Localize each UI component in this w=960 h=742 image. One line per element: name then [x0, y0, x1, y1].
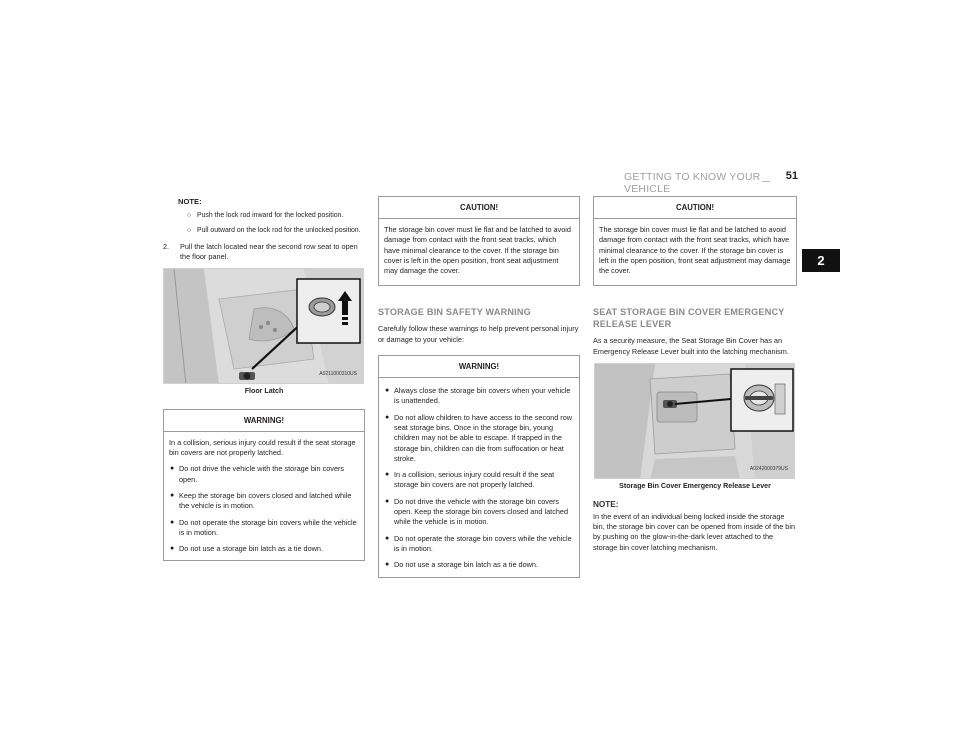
warning-bullet [384, 560, 574, 570]
note-label: NOTE: [593, 500, 619, 510]
figure-reference: A0211000310US [319, 371, 357, 378]
header-section-title: GETTING TO KNOW YOUR VEHICLE [620, 171, 762, 195]
bullet-icon: ● [170, 491, 175, 499]
caution-title: CAUTION! [379, 197, 579, 219]
figure-reference: A0242000379US [749, 465, 788, 472]
ring-bullet-icon: ○ [187, 212, 192, 220]
section-title: STORAGE BIN SAFETY WARNING [378, 307, 531, 318]
subnote-item [187, 226, 365, 236]
warning-bullet [169, 544, 359, 554]
running-header [620, 170, 800, 195]
bullet-icon: ● [385, 534, 390, 542]
figure-caption: Storage Bin Cover Emergency Release Lever [619, 482, 771, 491]
bullet-text: Do not use a storage bin latch as a tie down. [179, 544, 323, 554]
caution-text: The storage bin cover must lie flat and be latched to avoid damage from contact with the front seat tracks, which have minimal clearance to the cover. If the storage bin cover is left in the open position, front seat adjustment may damage the cover. [599, 225, 791, 276]
warning-bullet [384, 470, 574, 491]
subnote-text: Pull outward on the lock rod for the unlocked position. [197, 226, 361, 234]
bullet-icon: ● [385, 497, 390, 505]
floor-latch-figure [163, 268, 364, 384]
step-number: 2. [163, 241, 170, 251]
chapter-tab: 2 [802, 249, 840, 272]
bullet-icon: ● [170, 465, 175, 473]
bullet-text: Do not drive the vehicle with the storage bin covers open. [179, 464, 345, 484]
page-number: 51 [785, 170, 798, 182]
emergency-release-illustration [595, 364, 795, 479]
bullet-text: Do not operate the storage bin covers while the vehicle is in motion. [394, 533, 572, 553]
warning-bullet [384, 534, 574, 555]
warning-title: WARNING! [379, 356, 579, 378]
warning-box [163, 409, 365, 562]
warning-body [164, 432, 364, 561]
warning-bullet [384, 497, 574, 528]
warning-bullet [384, 413, 574, 464]
section-intro: Carefully follow these warnings to help prevent personal injury or damage to your vehicle: [378, 324, 579, 344]
emergency-release-figure [594, 363, 795, 479]
warning-bullet [169, 518, 359, 539]
step-item [163, 242, 365, 263]
bullet-icon: ● [385, 413, 390, 421]
warning-intro: In a collision, serious injury could result if the seat storage bin covers are not properly latched. [169, 437, 356, 458]
warning-bullet [169, 464, 359, 485]
column-middle [378, 196, 580, 578]
caution-body [379, 219, 579, 285]
caution-text: The storage bin cover must lie flat and be latched to avoid damage from contact with the front seat tracks, which have minimal clearance to the cover. If the storage bin cover is left in the open position, front seat adjustment may damage the cover. [384, 225, 571, 276]
bullet-icon: ● [385, 387, 390, 395]
section-intro: As a security measure, the Seat Storage Bin Cover has an Emergency Release Lever built into the latching mechanism. [593, 336, 789, 356]
bullet-icon: ● [170, 545, 175, 553]
caution-box [378, 196, 580, 286]
section-title: SEAT STORAGE BIN COVER EMERGENCY RELEASE LEVER [593, 307, 785, 330]
subnote-text: Push the lock rod inward for the locked position. [197, 212, 344, 220]
bullet-text: Do not drive the vehicle with the storage bin covers open. Keep the storage bin covers closed and latched while the vehicle is in motion. [394, 496, 569, 527]
figure-caption: Floor Latch [244, 387, 284, 396]
bullet-text: Keep the storage bin covers closed and latched while the vehicle is in motion. [179, 490, 352, 511]
caution-title: CAUTION! [594, 197, 796, 219]
bullet-text: Do not allow children to have access to the second row seat storage bins. Once in the storage bin, young children may not be able to escape. If trapped in the storage bin, children can die from suffocation or heat stroke. [394, 412, 573, 463]
bullet-icon: ● [385, 561, 390, 569]
bullet-text: Do not operate the storage bin covers while the vehicle is in motion. [179, 517, 357, 537]
warning-box [378, 355, 580, 577]
ring-bullet-icon: ○ [187, 226, 192, 234]
warning-title: WARNING! [164, 410, 364, 432]
warning-body [379, 378, 579, 576]
bullet-icon: ● [170, 518, 175, 526]
bullet-text: In a collision, serious injury could result if the seat storage bin covers are not properly latched. [394, 470, 555, 490]
note-label: NOTE: [178, 197, 202, 206]
caution-box [593, 196, 797, 286]
floor-latch-illustration [164, 269, 364, 384]
note-text: In the event of an individual being locked inside the storage bin, the storage bin cover can be opened from inside of the bin by pushing on the glow-in-the-dark lever attached to the storage bin cover latching mechanism. [593, 511, 796, 552]
bullet-icon: ● [385, 471, 390, 479]
column-left [163, 197, 365, 561]
bullet-text: Do not use a storage bin latch as a tie down. [394, 560, 538, 570]
warning-bullet [384, 386, 574, 407]
subnote-item [187, 211, 365, 221]
caution-body [594, 219, 796, 285]
warning-bullet [169, 491, 359, 512]
step-text: Pull the latch located near the second row seat to open the floor panel. [180, 241, 358, 262]
bullet-text: Always close the storage bin covers when your vehicle is unattended. [394, 386, 571, 406]
column-right [593, 196, 797, 553]
